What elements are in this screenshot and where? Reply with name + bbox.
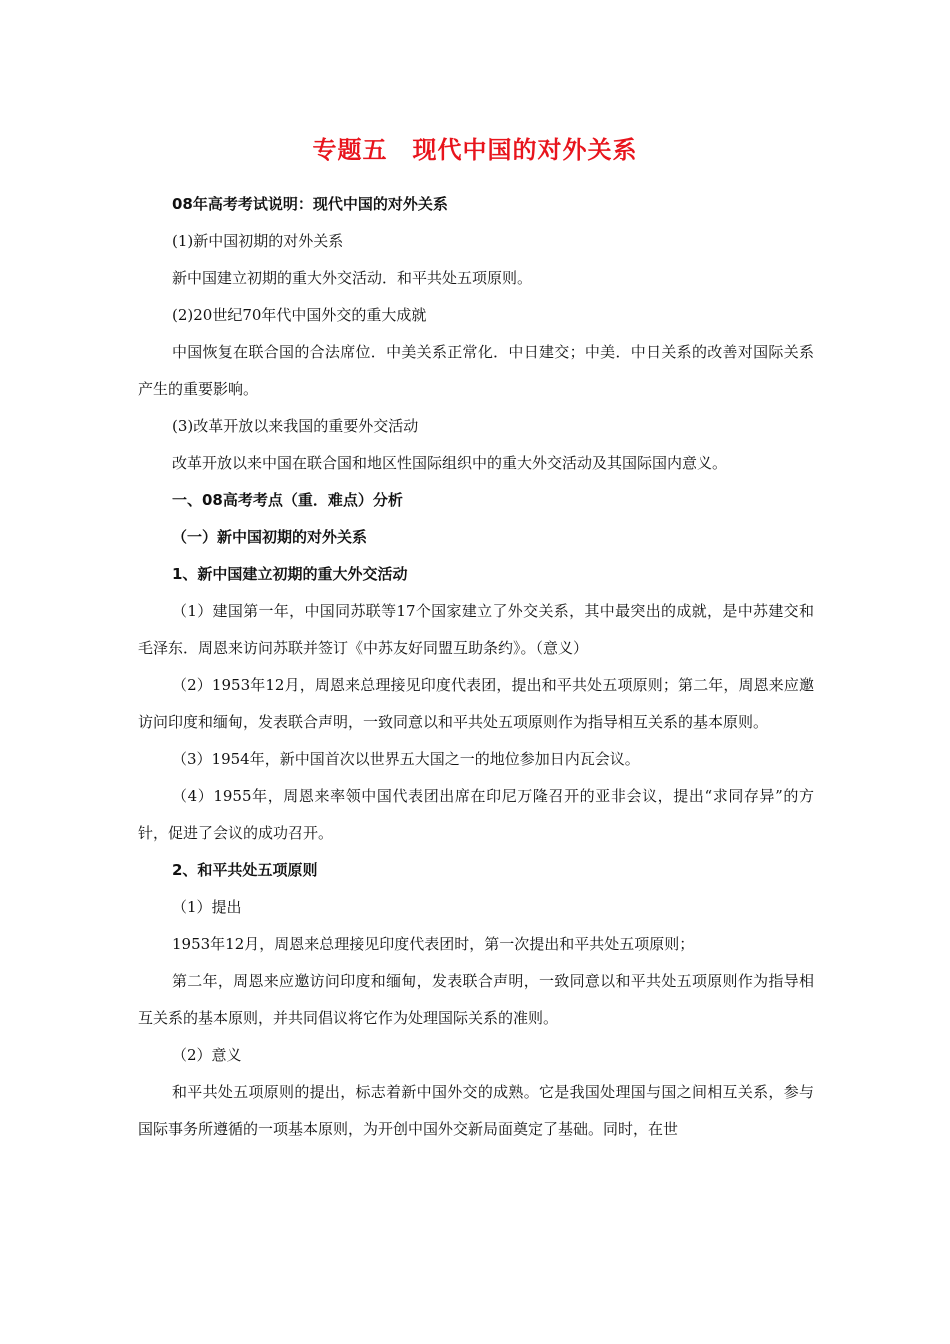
paragraph: 1953年12月，周恩来总理接见印度代表团时，第一次提出和平共处五项原则； xyxy=(172,935,695,953)
paragraph: （1）建国第一年，中国同苏联等17个国家建立了外交关系，其中最突出的成就，是中苏建交和毛泽东．周恩来访问苏联并签订《中苏友好同盟互助条约》。（意义） xyxy=(138,602,814,657)
paragraph: （3）1954年，新中国首次以世界五大国之一的地位参加日内瓦会议。 xyxy=(172,750,640,768)
paragraph: 中国恢复在联合国的合法席位．中美关系正常化．中日建交；中美．中日关系的改善对国际关系产生的重要影响。 xyxy=(138,343,814,398)
paragraph: （4）1955年，周恩来率领中国代表团出席在印尼万隆召开的亚非会议，提出“求同存异”的方针，促进了会议的成功召开。 xyxy=(138,787,814,842)
paragraph: 改革开放以来中国在联合国和地区性国际组织中的重大外交活动及其国际国内意义。 xyxy=(172,454,728,472)
paragraph: （1）提出 xyxy=(172,898,242,916)
subsection-heading: 1、新中国建立初期的重大外交活动 xyxy=(172,565,408,583)
paragraph: (1)新中国初期的对外关系 xyxy=(172,232,344,250)
paragraph: （2）意义 xyxy=(172,1046,242,1064)
paragraph: (3)改革开放以来我国的重要外交活动 xyxy=(172,417,419,435)
paragraph: 和平共处五项原则的提出，标志着新中国外交的成熟。它是我国处理国与国之间相互关系，参与国际事务所遵循的一项基本原则，为开创中国外交新局面奠定了基础。同时，在世 xyxy=(138,1083,814,1138)
paragraph: (2)20世纪70年代中国外交的重大成就 xyxy=(172,306,427,324)
subsection-heading: 2、和平共处五项原则 xyxy=(172,861,318,879)
paragraph: 新中国建立初期的重大外交活动．和平共处五项原则。 xyxy=(172,269,533,287)
document-body xyxy=(138,186,814,1148)
section-heading: 一、08高考考点（重．难点）分析 xyxy=(172,491,403,509)
paragraph-exam-heading: 08年高考考试说明：现代中国的对外关系 xyxy=(172,195,448,213)
paragraph: 第二年，周恩来应邀访问印度和缅甸，发表联合声明，一致同意以和平共处五项原则作为指导相互关系的基本原则，并共同倡议将它作为处理国际关系的准则。 xyxy=(138,972,814,1027)
paragraph: （2）1953年12月，周恩来总理接见印度代表团，提出和平共处五项原则；第二年，周恩来应邀访问印度和缅甸，发表联合声明，一致同意以和平共处五项原则作为指导相互关系的基本原则。 xyxy=(138,676,814,731)
subsection-heading: （一）新中国初期的对外关系 xyxy=(172,528,368,546)
document-title: 专题五 现代中国的对外关系 xyxy=(312,136,638,164)
